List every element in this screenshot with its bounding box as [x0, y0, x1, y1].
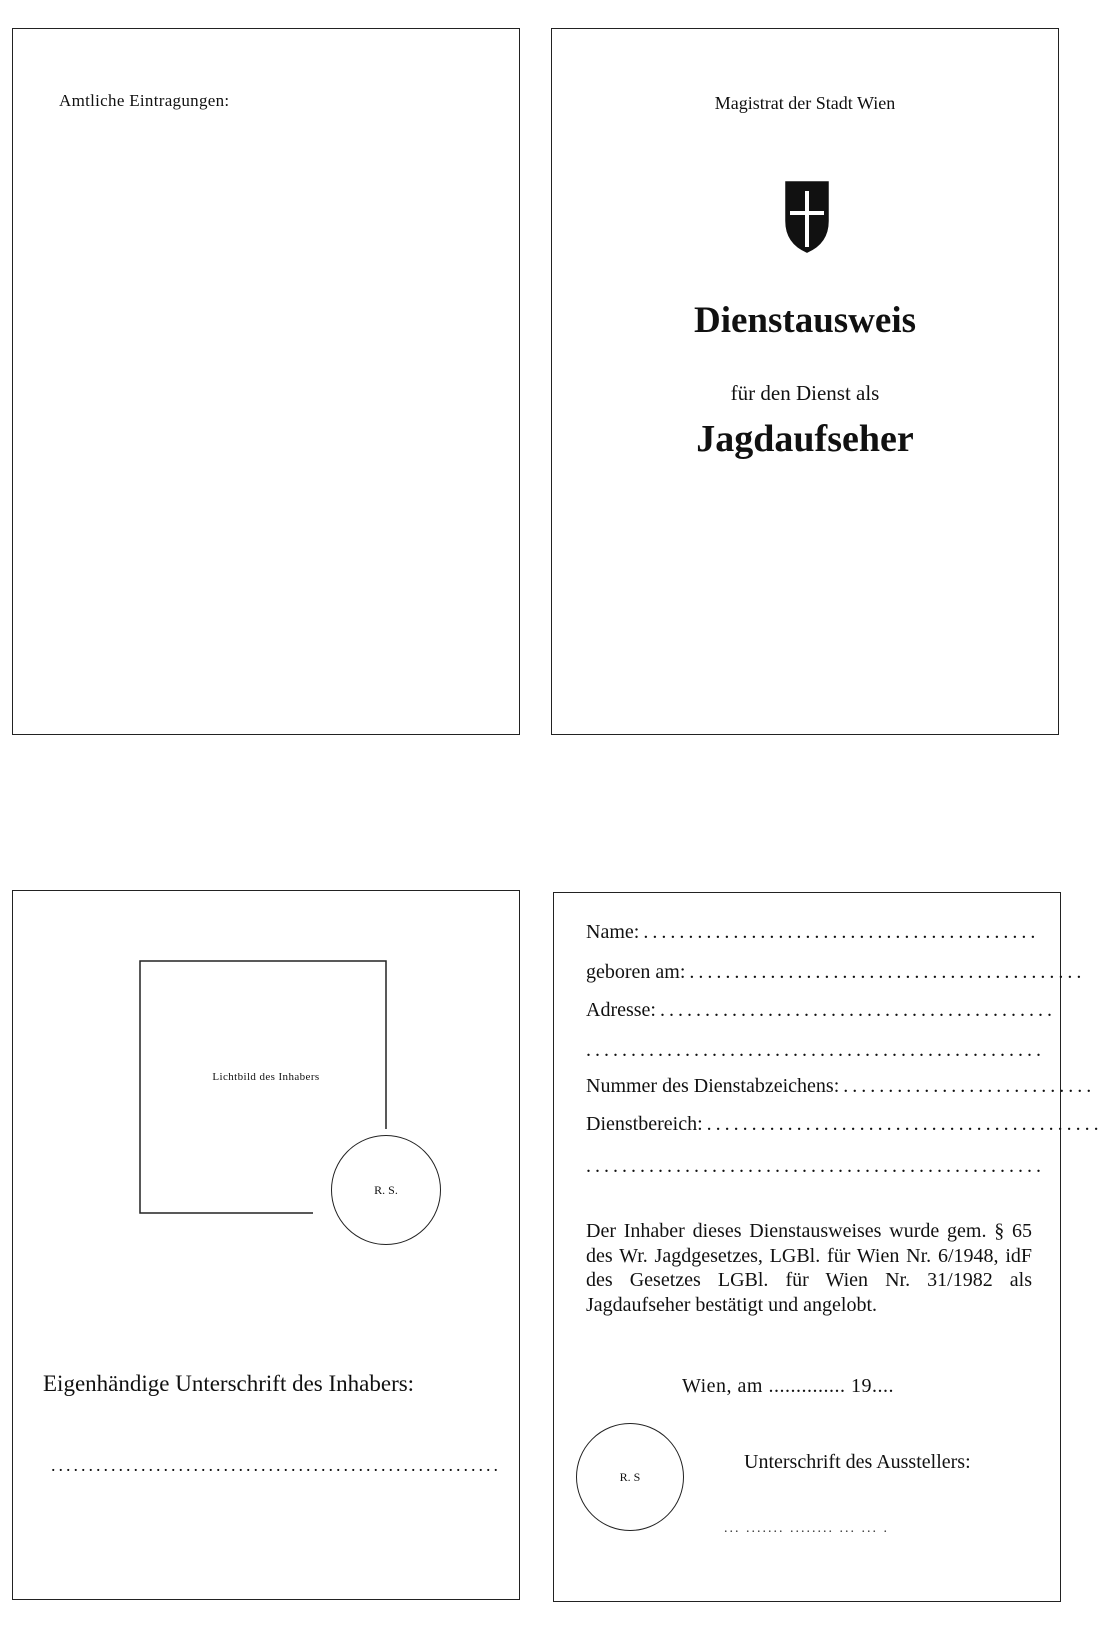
field-dots: ............................................ — [706, 1113, 1103, 1135]
official-entries-page — [12, 28, 520, 735]
issuer-seal — [576, 1423, 684, 1531]
official-entries-heading: Amtliche Eintragungen: — [59, 91, 230, 110]
vienna-coat-of-arms-icon — [785, 181, 829, 253]
cover-page — [551, 28, 1059, 735]
holder-signature-label: Eigenhändige Unterschrift des Inhabers: — [43, 1371, 415, 1396]
holder-data-page — [553, 892, 1103, 1602]
field-dots: ............................................ — [643, 921, 1040, 943]
field-label: Nummer des Dienstabzeichens: — [586, 1075, 840, 1097]
field-dots: ................................................... — [586, 1039, 1045, 1061]
field-birthdate — [586, 961, 1086, 984]
field-address-line-2 — [586, 1039, 1045, 1062]
photo-label: Lichtbild des Inhabers — [212, 1071, 320, 1083]
field-badge-number — [586, 1075, 1096, 1098]
certification-paragraph: Der Inhaber dieses Dienstausweises wurde gem. § 65 des Wr. Jagdgesetzes, LGBl. für Wien Nr. 6/1948, idF des Gesetzes LGBl. für Wien Nr. 31/1982 als Jagdaufseher bestätigt und angelobt. — [586, 1220, 1032, 1316]
issuer-name: Magistrat der Stadt Wien — [714, 93, 896, 113]
photo-page — [12, 890, 520, 1600]
service-line: für den Dienst als — [730, 381, 880, 405]
field-label: Name: — [586, 921, 640, 943]
field-service-area-line-2 — [586, 1155, 1045, 1178]
issuer-signature-label: Unterschrift des Ausstellers: — [744, 1451, 971, 1473]
role-title: Jagdaufseher — [696, 418, 914, 460]
field-service-area — [586, 1113, 1103, 1136]
seal-label: R. S — [619, 1469, 641, 1484]
place-date-line: Wien, am .............. 19.... — [682, 1375, 894, 1397]
field-label: geboren am: — [586, 961, 686, 983]
holder-signature-line: ............................................................ — [51, 1455, 501, 1475]
field-dots: ............................................ — [659, 999, 1056, 1021]
field-label: Adresse: — [586, 999, 656, 1021]
field-address — [586, 999, 1056, 1022]
issuer-signature-line: ... ....... ........ ... ... . — [724, 1521, 889, 1536]
document-title: Dienstausweis — [693, 300, 917, 341]
field-dots: ................................................... — [586, 1155, 1045, 1177]
field-dots: ............................................ — [689, 961, 1086, 983]
official-seal — [331, 1135, 441, 1245]
seal-label: R. S. — [374, 1182, 398, 1197]
field-dots: ............................ — [843, 1075, 1096, 1097]
field-label: Dienstbereich: — [586, 1113, 703, 1135]
field-name — [586, 921, 1040, 944]
